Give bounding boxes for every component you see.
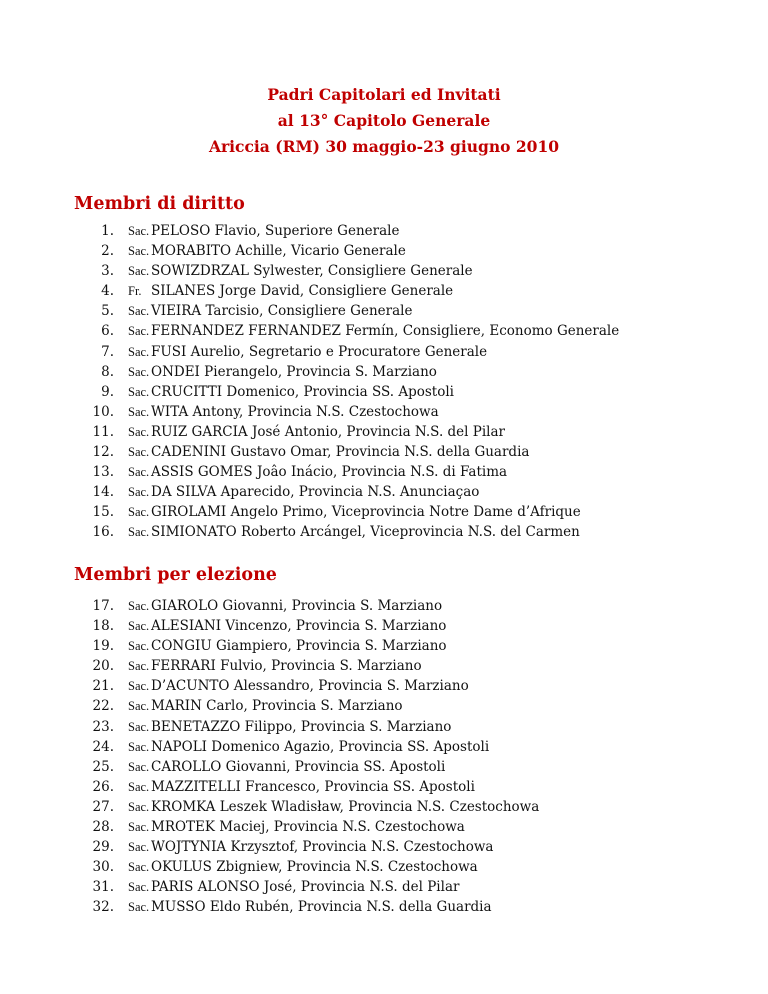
list-item-title-prefix: Sac. <box>128 719 150 734</box>
list-item <box>74 676 734 696</box>
list-item <box>74 777 734 797</box>
list-item-number: 9. <box>101 383 114 400</box>
list-item-title-prefix: Fr. <box>128 284 142 299</box>
list-item-title-prefix: Sac. <box>128 525 150 540</box>
list-item <box>74 616 734 636</box>
list-item-name: GIROLAMI Angelo Primo, Viceprovincia Notre Dame d’Afrique <box>151 504 581 521</box>
list-item-number: 2. <box>101 243 114 260</box>
list-item-name: CADENINI Gustavo Omar, Provincia N.S. della Guardia <box>151 444 530 461</box>
list-item-title-prefix: Sac. <box>128 860 150 875</box>
list-item-title-prefix: Sac. <box>128 485 150 500</box>
list-item-number: 32. <box>92 899 114 916</box>
list-item-title-prefix: Sac. <box>128 244 150 259</box>
list-item-number: 29. <box>92 839 114 856</box>
list-item <box>74 482 734 502</box>
list-item-title-prefix: Sac. <box>128 739 150 754</box>
list-item-name: KROMKA Leszek Wladisław, Provincia N.S. Czestochowa <box>151 798 540 815</box>
list-item <box>74 462 734 482</box>
list-item-name: CONGIU Giampiero, Provincia S. Marziano <box>151 638 447 655</box>
list-item-name: SIMIONATO Roberto Arcángel, Viceprovincia N.S. del Carmen <box>151 524 580 541</box>
list-item-number: 8. <box>101 363 114 380</box>
list-item-number: 14. <box>92 484 114 501</box>
list-item-number: 18. <box>92 618 114 635</box>
list-item-title-prefix: Sac. <box>128 224 150 238</box>
list-item <box>74 757 734 777</box>
list-item-title-prefix: Sac. <box>128 659 150 674</box>
list-item <box>74 696 734 716</box>
list-item-title-prefix: Sac. <box>128 619 150 634</box>
list-item-title-prefix: Sac. <box>128 779 150 794</box>
title-line-3: Ariccia (RM) 30 maggio-23 giugno 2010 <box>208 137 560 156</box>
list-item-name: WITA Antony, Provincia N.S. Czestochowa <box>151 403 439 420</box>
list-item-number: 6. <box>101 323 114 340</box>
list-item-number: 23. <box>92 718 114 735</box>
list-item-title-prefix: Sac. <box>128 799 150 814</box>
list-item-number: 25. <box>92 758 114 775</box>
list-item-number: 22. <box>92 698 114 715</box>
list-item-title-prefix: Sac. <box>128 820 150 835</box>
list-item-number: 7. <box>101 343 114 360</box>
list-item <box>74 362 734 382</box>
list-item-title-prefix: Sac. <box>128 384 150 399</box>
list-item-title-prefix: Sac. <box>128 900 150 915</box>
list-item-title-prefix: Sac. <box>128 699 150 714</box>
list-item-name: PARIS ALONSO José, Provincia N.S. del Pilar <box>151 879 460 896</box>
list-item-name: DA SILVA Aparecido, Provincia N.S. Anunciaçao <box>151 484 480 501</box>
list-item-name: RUIZ GARCIA José Antonio, Provincia N.S. del Pilar <box>151 423 505 440</box>
list-item-name: VIEIRA Tarcisio, Consigliere Generale <box>151 303 413 320</box>
list-item-name: ALESIANI Vincenzo, Provincia S. Marziano <box>151 618 447 635</box>
list-item <box>74 382 734 402</box>
list-item-name: MORABITO Achille, Vicario Generale <box>151 243 406 260</box>
list-item-number: 15. <box>92 504 114 521</box>
list-item <box>74 442 734 462</box>
list-item <box>74 837 734 857</box>
list-item <box>74 342 734 362</box>
list-item-name: ASSIS GOMES Joâo Inácio, Provincia N.S. di Fatima <box>151 464 508 481</box>
list-item <box>74 402 734 422</box>
list-item-name: ONDEI Pierangelo, Provincia S. Marziano <box>151 363 437 380</box>
list-item <box>74 241 734 261</box>
list-item-number: 31. <box>92 879 114 896</box>
list-item <box>74 596 734 616</box>
list-item-number: 11. <box>92 423 114 440</box>
list-item <box>74 897 734 917</box>
list-item <box>74 281 734 301</box>
list-item <box>74 422 734 442</box>
list-item-number: 5. <box>101 303 114 320</box>
list-item-name: MAZZITELLI Francesco, Provincia SS. Apostoli <box>151 778 475 795</box>
list-item-title-prefix: Sac. <box>128 840 150 855</box>
list-item-title-prefix: Sac. <box>128 364 150 379</box>
list-item-name: FUSI Aurelio, Segretario e Procuratore Generale <box>151 343 488 360</box>
list-item-number: 20. <box>92 658 114 675</box>
list-item-number: 1. <box>101 223 114 239</box>
list-item-name: OKULUS Zbigniew, Provincia N.S. Czestochowa <box>151 859 478 876</box>
list-item-number: 28. <box>92 819 114 836</box>
list-item-title-prefix: Sac. <box>128 639 150 654</box>
list-item-title-prefix: Sac. <box>128 404 150 419</box>
list-item-title-prefix: Sac. <box>128 759 150 774</box>
title-line-1: Padri Capitolari ed Invitati <box>267 85 501 104</box>
list-item-name: PELOSO Flavio, Superiore Generale <box>151 223 400 239</box>
list-item <box>74 636 734 656</box>
list-item <box>74 737 734 757</box>
list-item <box>74 857 734 877</box>
list-item-number: 17. <box>92 598 114 614</box>
list-item-name: WOJTYNIA Krzysztof, Provincia N.S. Czestochowa <box>151 839 494 856</box>
list-item <box>74 261 734 281</box>
title-line-2: al 13° Capitolo Generale <box>277 111 491 130</box>
list-item-name: MROTEK Maciej, Provincia N.S. Czestochowa <box>151 819 465 836</box>
list-item-name: NAPOLI Domenico Agazio, Provincia SS. Apostoli <box>151 738 490 755</box>
list-item-title-prefix: Sac. <box>128 324 150 339</box>
list-item-number: 13. <box>92 464 114 481</box>
list-item-number: 12. <box>92 444 114 461</box>
section-heading-membri-di-diritto: Membri di diritto <box>74 194 245 214</box>
list-item-name: MARIN Carlo, Provincia S. Marziano <box>151 698 403 715</box>
list-item-title-prefix: Sac. <box>128 505 150 520</box>
document-title <box>0 82 768 160</box>
list-item <box>74 502 734 522</box>
list-item <box>74 656 734 676</box>
list-item-number: 21. <box>92 678 114 695</box>
list-item-name: CAROLLO Giovanni, Provincia SS. Apostoli <box>151 758 446 775</box>
list-item-title-prefix: Sac. <box>128 599 150 613</box>
list-item-number: 26. <box>92 778 114 795</box>
list-item-name: D’ACUNTO Alessandro, Provincia S. Marziano <box>151 678 469 695</box>
list-item-title-prefix: Sac. <box>128 264 150 279</box>
list-item-number: 27. <box>92 798 114 815</box>
list-item-name: FERRARI Fulvio, Provincia S. Marziano <box>151 658 422 675</box>
list-item <box>74 221 734 241</box>
list-item-title-prefix: Sac. <box>128 424 150 439</box>
list-item <box>74 301 734 321</box>
list-item-name: MUSSO Eldo Rubén, Provincia N.S. della Guardia <box>151 899 492 916</box>
list-item-name: FERNANDEZ FERNANDEZ Fermín, Consigliere, Economo Generale <box>151 323 620 340</box>
list-item <box>74 321 734 341</box>
list-item-name: CRUCITTI Domenico, Provincia SS. Apostoli <box>151 383 454 400</box>
list-item-name: SILANES Jorge David, Consigliere Generale <box>151 283 454 300</box>
list-item-name: BENETAZZO Filippo, Provincia S. Marziano <box>151 718 452 735</box>
list-item-title-prefix: Sac. <box>128 344 150 359</box>
list-item-number: 10. <box>92 403 114 420</box>
list-item-title-prefix: Sac. <box>128 880 150 895</box>
list-item <box>74 797 734 817</box>
list-item-title-prefix: Sac. <box>128 679 150 694</box>
list-item-name: GIAROLO Giovanni, Provincia S. Marziano <box>151 598 443 614</box>
member-list-membri-di-diritto <box>74 221 734 543</box>
list-item-title-prefix: Sac. <box>128 445 150 460</box>
list-item <box>74 522 734 542</box>
list-item-number: 3. <box>101 263 114 280</box>
list-item <box>74 717 734 737</box>
list-item-number: 4. <box>101 283 114 300</box>
list-item <box>74 817 734 837</box>
list-item-title-prefix: Sac. <box>128 304 150 319</box>
list-item-number: 30. <box>92 859 114 876</box>
list-item-name: SOWIZDRZAL Sylwester, Consigliere Generale <box>151 263 473 280</box>
list-item-title-prefix: Sac. <box>128 465 150 480</box>
list-item-number: 19. <box>92 638 114 655</box>
list-item-number: 16. <box>92 524 114 541</box>
member-list-membri-per-elezione <box>74 596 734 918</box>
list-item <box>74 877 734 897</box>
list-item-number: 24. <box>92 738 114 755</box>
section-heading-membri-per-elezione: Membri per elezione <box>74 565 277 585</box>
